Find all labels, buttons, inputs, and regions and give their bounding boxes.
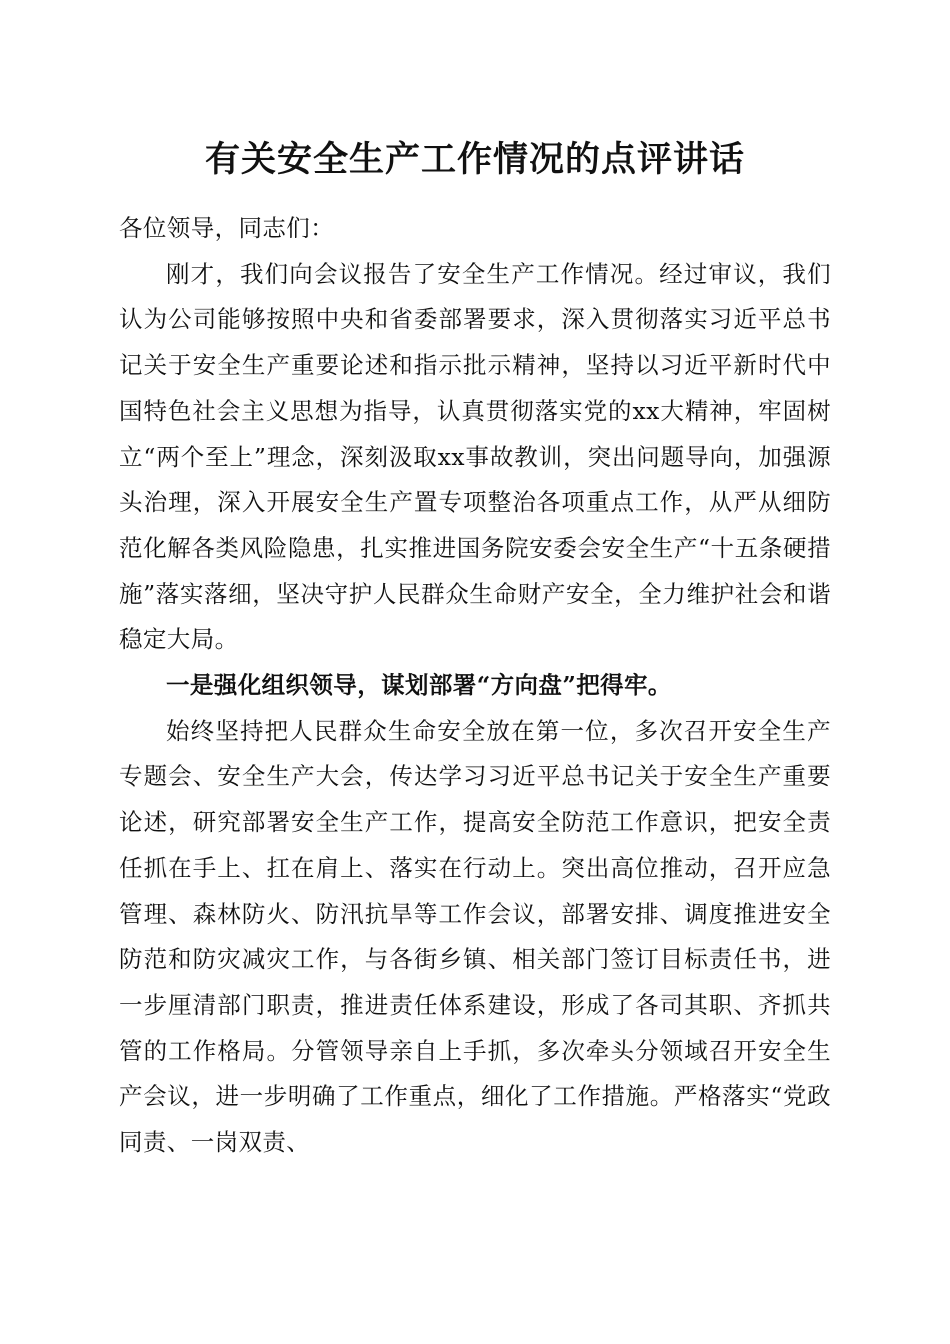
salutation: 各位领导，同志们： — [119, 214, 335, 242]
paragraph-section-one: 始终坚持把人民群众生命安全放在第一位，多次召开安全生产专题会、安全生产大会，传达学习习近平总书记关于安全生产重要论述，研究部署安全生产工作，提高安全防范工作意识，把安全责任抓在手上、扛在肩上、落实在行动上。突出高位推动，召开应急管理、森林防火、防汛抗旱等工作会议，部署安排、调度推进安全防范和防灾减灾工作，与各街乡镇、相关部门签订目标责任书，进一步厘清部门职责，推进责任体系建设，形成了各司其职、齐抓共管的工作格局。分管领导亲自上手抓，多次牵头分领域召开安全生产会议，进一步明确了工作重点，细化了工作措施。严格落实“党政同责、一岗双责、 — [119, 716, 831, 1157]
document-title: 有关安全生产工作情况的点评讲话 — [204, 139, 745, 180]
document-body — [119, 206, 831, 1166]
section-heading: 一是强化组织领导，谋划部署“方向盘”把得牢。 — [166, 671, 672, 700]
paragraph-intro: 刚才，我们向会议报告了安全生产工作情况。经过审议，我们认为公司能够按照中央和省委部署要求，深入贯彻落实习近平总书记关于安全生产重要论述和指示批示精神，坚持以习近平新时代中国特色社会主义思想为指导，认真贯彻落实党的xx大精神，牢固树立“两个至上”理念，深刻汲取xx事故教训，突出问题导向，加强源头治理，深入开展安全生产置专项整治各项重点工作，从严从细防范化解各类风险隐患，扎实推进国务院安委会安全生产“十五条硬措施”落实落细，坚决守护人民群众生命财产安全，全力维护社会和谐稳定大局。 — [119, 259, 831, 654]
